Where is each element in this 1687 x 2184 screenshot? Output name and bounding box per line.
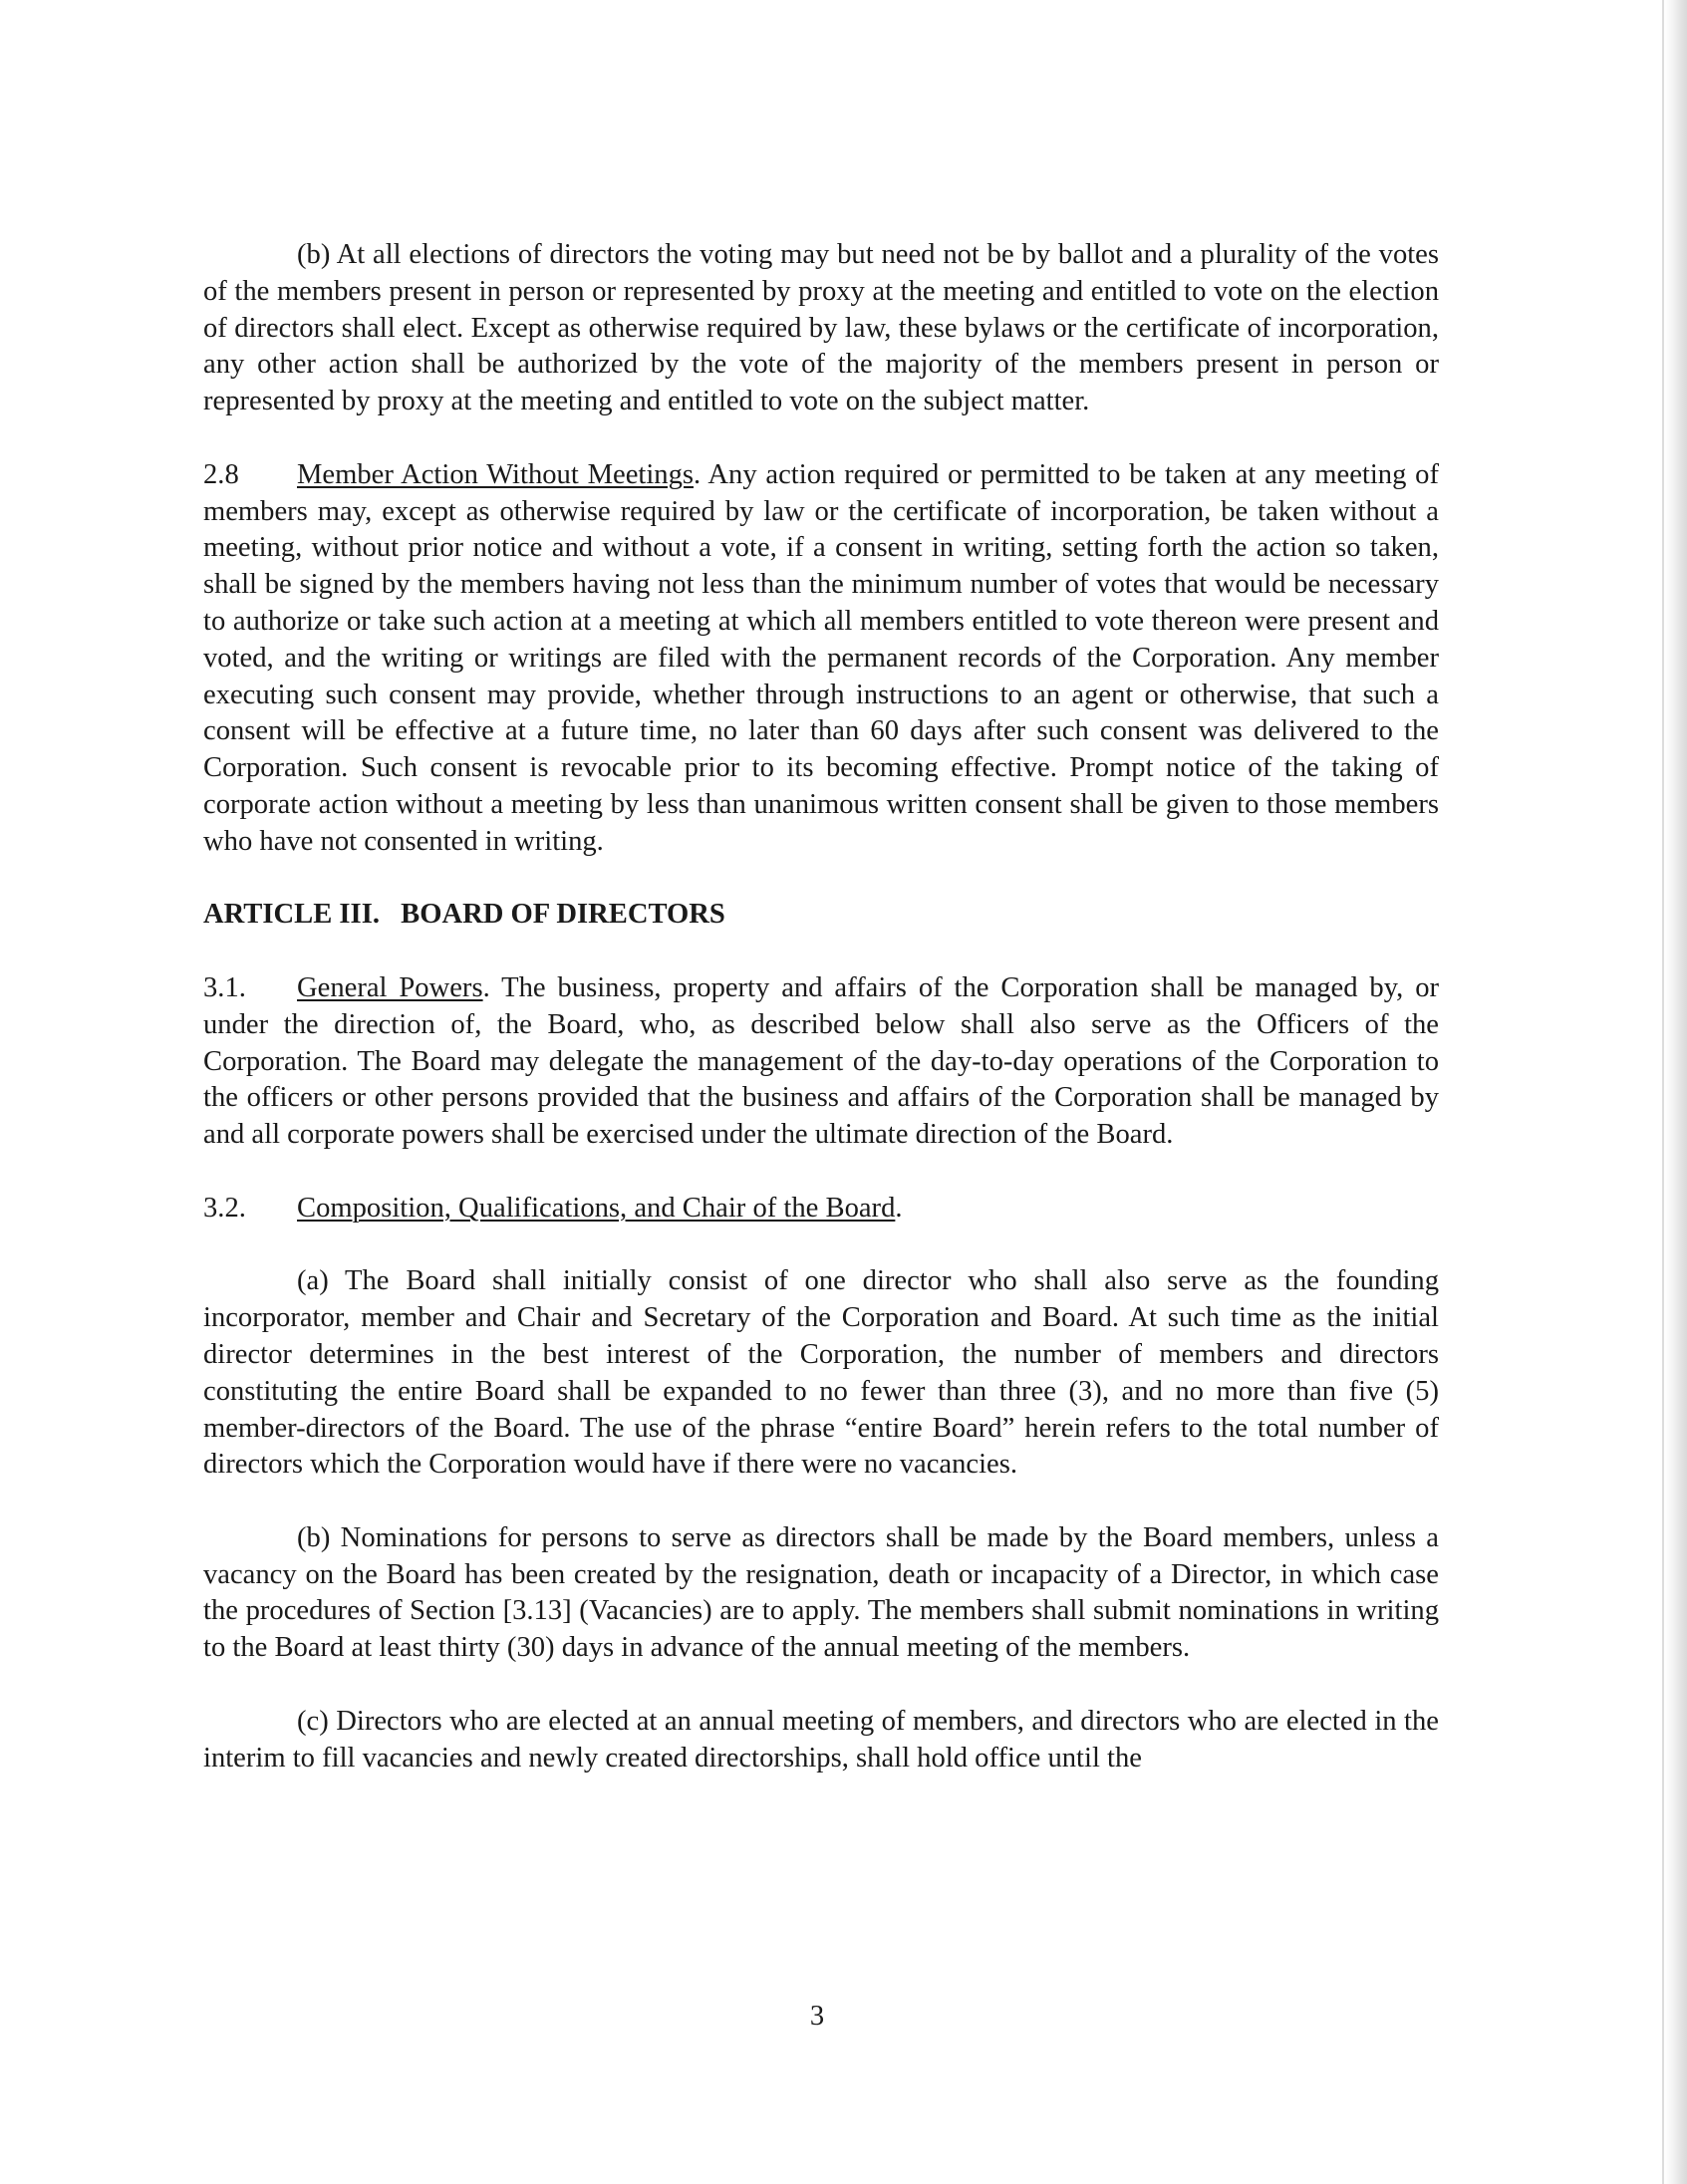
paragraph-3-2-c: (c) Directors who are elected at an annual meeting of members, and directors who are elected in the interim to fill vacancies and newly created directorships, shall hold office until the xyxy=(203,1705,1439,1774)
paragraph-3-2-a: (a) The Board shall initially consist of one director who shall also serve as the founding incorporator, member and Chair and Secretary of the Corporation and Board. At such time as the initial director determines in the best interest of the Corporation, the number of members and directors constituting the entire Board shall be expanded to no fewer than three (3), and no more than five (5) member-directors of the Board. The use of the phrase “entire Board” herein refers to the total number of directors which the Corporation would have if there were no vacancies. xyxy=(203,1265,1439,1481)
scan-edge-shadow xyxy=(1665,0,1687,2184)
section-number: 2.8 xyxy=(203,458,239,490)
section-title: Composition, Qualifications, and Chair of the Board xyxy=(297,1192,896,1224)
scan-edge-line xyxy=(1662,0,1664,2184)
section-body: . Any action required or permitted to be taken at any meeting of members may, except as otherwise required by law or the certificate of incorporation, be taken without a meeting, without prior notice and without a vote, if a consent in writing, setting forth the action so taken, shall be signed by the members having not less than the minimum number of votes that would be necessary to authorize or take such action at a meeting at which all members entitled to vote thereon were present and voted, and the writing or writings are filed with the permanent records of the Corporation. Any member executing such consent may provide, whether through instructions to an agent or otherwise, that such a consent will be effective at a future time, no later than 60 days after such consent was delivered to the Corporation. Such consent is revocable prior to its becoming effective. Prompt notice of the taking of corporate action without a meeting by less than unanimous written consent shall be given to those members who have not consented in writing. xyxy=(203,458,1439,857)
section-3-1 xyxy=(203,970,1439,1154)
section-2-8 xyxy=(203,457,1439,861)
paragraph-3-2-b: (b) Nominations for persons to serve as directors shall be made by the Board members, unless a vacancy on the Board has been created by the resignation, death or incapacity of a Director, in which case the procedures of Section [3.13] (Vacancies) are to apply. The members shall submit nominations in writing to the Board at least thirty (30) days in advance of the annual meeting of the members. xyxy=(203,1521,1439,1664)
section-title: General Powers xyxy=(297,971,483,1003)
section-title: Member Action Without Meetings xyxy=(297,458,694,490)
section-body: . The business, property and affairs of the Corporation shall be managed by, or under the direction of, the Board, who, as described below shall also serve as the Officers of the Corporation. The Board may delegate the management of the day-to-day operations of the Corporation to the officers or other persons provided that the business and affairs of the Corporation shall be managed by and all corporate powers shall be exercised under the ultimate direction of the Board. xyxy=(203,971,1440,1151)
article-label: ARTICLE III. xyxy=(203,899,380,931)
paragraph-2-7-b: (b) At all elections of directors the voting may but need not be by ballot and a plurality of the votes of the members present in person or represented by proxy at the meeting and entitled to vote on the election of directors shall elect. Except as otherwise required by law, these bylaws or the certificate of incorporation, any other action shall be authorized by the vote of the majority of the members present in person or represented by proxy at the meeting and entitled to vote on the subject matter. xyxy=(203,239,1439,417)
article-3-heading xyxy=(203,897,1439,934)
page-number: 3 xyxy=(809,2001,825,2032)
section-title-trail: . xyxy=(895,1192,903,1224)
section-3-2 xyxy=(203,1191,1439,1228)
page-body xyxy=(203,237,1439,1813)
section-number: 3.1. xyxy=(203,971,246,1003)
section-number: 3.2. xyxy=(203,1192,246,1224)
article-title: BOARD OF DIRECTORS xyxy=(401,899,725,931)
